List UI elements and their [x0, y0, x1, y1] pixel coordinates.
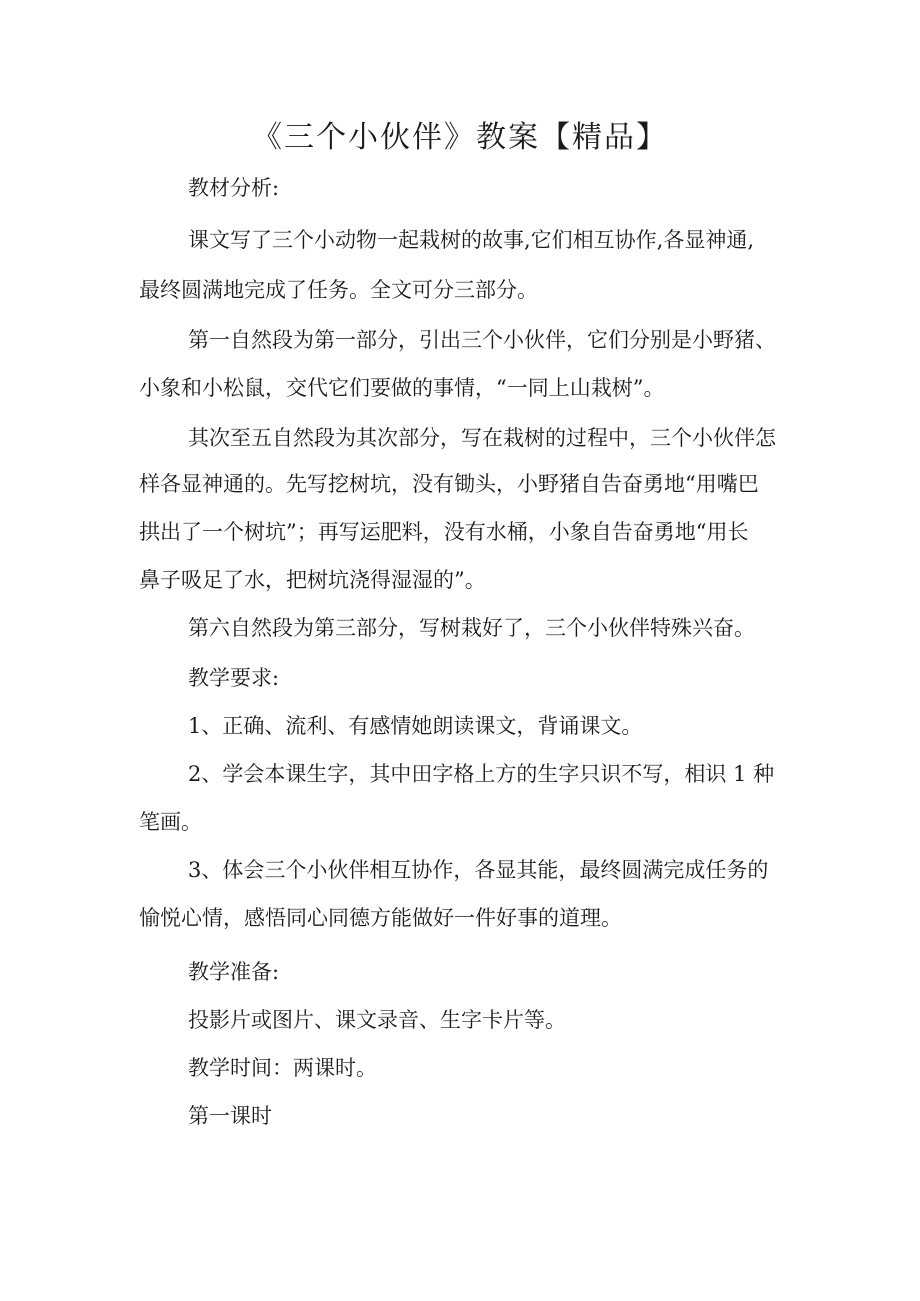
analysis-paragraph-3-line-4: 鼻子吸足了水，把树坑浇得湿湿的”。	[139, 568, 486, 592]
analysis-paragraph-1-line-2: 最终圆满地完成了任务。全文可分三部分。	[139, 278, 538, 302]
analysis-paragraph-2-line-1: 第一自然段为第一部分，引出三个小伙伴，它们分别是小野猪、	[188, 328, 776, 352]
teaching-time: 教学时间：两课时。	[188, 1056, 377, 1080]
requirements-heading: 教学要求:	[188, 666, 280, 690]
requirement-2-line-2: 笔画。	[139, 810, 202, 834]
analysis-paragraph-1-line-1: 课文写了三个小动物一起栽树的故事,它们相互协作,各显神通,	[188, 228, 755, 252]
analysis-paragraph-2-line-2: 小象和小松鼠，交代它们要做的事情，“一同上山栽树”。	[139, 376, 665, 400]
document-title: 《三个小伙伴》教案【精品】	[252, 120, 668, 155]
analysis-paragraph-3-line-1: 其次至五自然段为其次部分，写在栽树的过程中，三个小伙伴怎	[188, 426, 776, 450]
analysis-paragraph-3-line-2: 样各显神通的。先写挖树坑，没有锄头，小野猪自告奋勇地“用嘴巴	[139, 472, 759, 496]
preparation-heading: 教学准备:	[188, 960, 280, 984]
analysis-heading: 教材分析:	[188, 176, 280, 200]
analysis-paragraph-3-line-3: 拱出了一个树坑”；再写运肥料，没有水桶，小象自告奋勇地“用长	[139, 520, 749, 544]
analysis-paragraph-4-line-1: 第六自然段为第三部分，写树栽好了，三个小伙伴特殊兴奋。	[188, 616, 755, 640]
requirement-1-line-1: 1、正确、流利、有感情她朗读课文，背诵课文。	[188, 714, 643, 738]
requirement-3-line-2: 愉悦心情，感悟同心同德方能做好一件好事的道理。	[139, 906, 622, 930]
requirement-3-line-1: 3、体会三个小伙伴相互协作，各显其能，最终圆满完成任务的	[188, 858, 769, 882]
lesson-heading: 第一课时	[188, 1104, 272, 1128]
preparation-line-1: 投影片或图片、课文录音、生字卡片等。	[188, 1008, 566, 1032]
requirement-2-line-1: 2、学会本课生字，其中田字格上方的生字只识不写，相识 1 种	[188, 762, 775, 786]
